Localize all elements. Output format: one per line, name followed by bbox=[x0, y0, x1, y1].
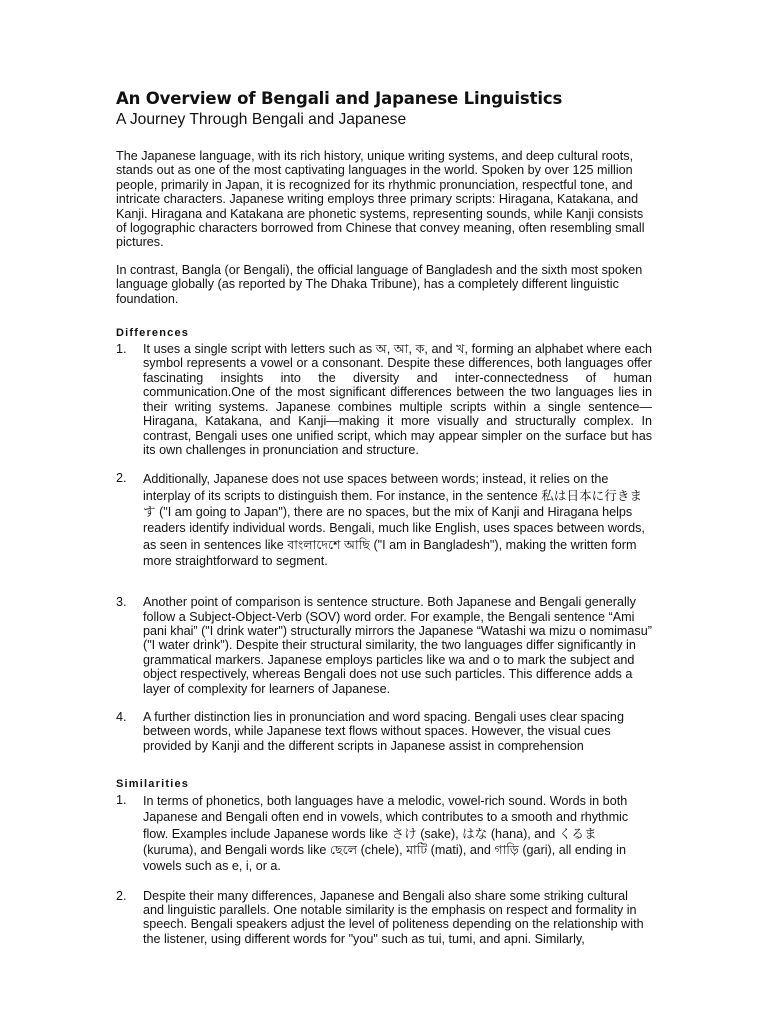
document-title: An Overview of Bengali and Japanese Linguistics bbox=[116, 89, 563, 108]
list-item-text: Despite their many differences, Japanese and Bengali also share some striking cultural and linguistic parallels. One notable similarity is the emphasis on respect and formality in speech. Bengali speakers adjust the level of politeness depending on the relationship with the listener, using different words for "you" such as tui, tumi, and apni. Similarly, bbox=[143, 888, 644, 946]
list-item-text: It uses a single script with letters such as অ, আ, ক, and খ, forming an alphabet where each symbol represents a vowel or a consonant. Despite these differences, both languages offer fascinating insights into the diversity and inter-connectedness of human communication.One of the most significant differences between the two languages lies in their writing systems. Japanese combines multiple scripts within a single sentence—Hiragana, Katakana, and Kanji—making it more visually and structurally complex. In contrast, Bengali uses one unified script, which may appear simpler on the surface but has its own challenges in pronunciation and structure. bbox=[143, 342, 652, 457]
list-item-number: 1. bbox=[116, 342, 127, 357]
list-item bbox=[116, 793, 652, 874]
intro-paragraph: In contrast, Bangla (or Bengali), the official language of Bangladesh and the sixth most spoken language globally (as reported by The Dhaka Tribune), has a completely different linguistic foundation. bbox=[116, 262, 643, 306]
list-item-number: 3. bbox=[116, 595, 127, 610]
similarities-heading: Similarities bbox=[116, 778, 190, 791]
list-item-text: In terms of phonetics, both languages have a melodic, vowel-rich sound. Words in both Japanese and Bengali often end in vowels, which contributes to a smooth and rhythmic flow. Examples include Japanese words like さけ (sake), はな (hana), and くるま (kuruma), and Bengali words like ছেলে (chele), মাটি (mati), and গাড়ি (gari), all ending in vowels such as e, i, or a. bbox=[143, 794, 629, 874]
document-page bbox=[116, 88, 652, 960]
list-item-number: 2. bbox=[116, 471, 127, 486]
list-item-text: Additionally, Japanese does not use spaces between words; instead, it relies on the interplay of its scripts to distinguish them. For instance, in the sentence 私は日本に行きます ("I am going to Japan"), there are no spaces, but the mix of Kanji and Hiragana helps readers identify individual words. Bengali, much like English, uses spaces between words, as seen in sentences like বাংলাদেশে আছি ("I am in Bangladesh"), making the written form more straightforward to segment. bbox=[143, 472, 645, 568]
differences-heading: Differences bbox=[116, 327, 190, 340]
list-item bbox=[116, 889, 652, 947]
list-item bbox=[116, 471, 652, 569]
list-item-text: Another point of comparison is sentence structure. Both Japanese and Bengali generally follow a Subject-Object-Verb (SOV) word order. For example, the Bengali sentence “Ami pani khai” ("I drink water") structurally mirrors the Japanese “Watashi wa mizu o nomimasu” ("I water drink"). Despite their structural similarity, the two languages differ significantly in grammatical markers. Japanese employs particles like wa and o to mark the subject and object respectively, whereas Bengali does not use such particles. This difference adds a layer of complexity for learners of Japanese. bbox=[143, 595, 652, 696]
differences-list bbox=[116, 342, 652, 753]
list-item-number: 4. bbox=[116, 709, 127, 724]
list-item-text: A further distinction lies in pronunciation and word spacing. Bengali uses clear spacing between words, while Japanese text flows without spaces. However, the visual cues provided by Kanji and the different scripts in Japanese assist in comprehension bbox=[143, 709, 624, 753]
list-item bbox=[116, 595, 652, 696]
intro-paragraph: The Japanese language, with its rich history, unique writing systems, and deep cultural roots, stands out as one of the most captivating languages in the world. Spoken by over 125 million people, primarily in Japan, it is recognized for its rhythmic pronunciation, respectful tone, and intricate characters. Japanese writing employs three primary scripts: Hiragana, Katakana, and Kanji. Hiragana and Katakana are phonetic systems, representing sounds, while Kanji consists of logographic characters borrowed from Chinese that convey meaning, often resembling small pictures. bbox=[116, 149, 645, 250]
list-item bbox=[116, 710, 652, 753]
list-item bbox=[116, 342, 652, 457]
list-item-number: 2. bbox=[116, 888, 127, 903]
list-item-number: 1. bbox=[116, 793, 127, 808]
document-subtitle: A Journey Through Bengali and Japanese bbox=[116, 111, 407, 128]
similarities-list bbox=[116, 793, 652, 946]
